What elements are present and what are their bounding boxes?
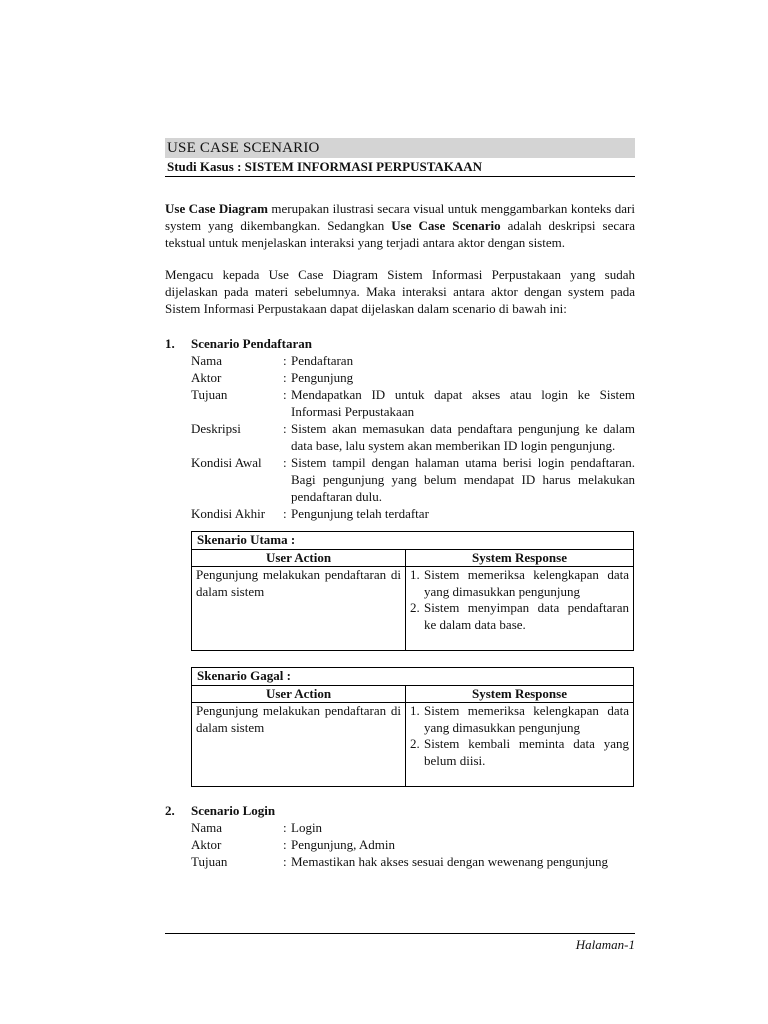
section-1-detail-row xyxy=(191,352,635,369)
section-1-detail-row xyxy=(191,386,635,420)
skenario-utama-table xyxy=(191,531,634,651)
field-value: Pengunjung telah terdaftar xyxy=(291,506,429,521)
section-2-number: 2. xyxy=(165,803,175,818)
document-title: USE CASE SCENARIO xyxy=(165,138,635,158)
intro-text-2: adalah deskripsi secara tekstual untuk menjelaskan interaksi yang terjadi antara aktor dengan sistem. xyxy=(165,218,635,250)
section-1-heading xyxy=(165,335,635,352)
field-separator: : xyxy=(283,421,287,436)
column-header-user-action: User Action xyxy=(192,685,406,703)
response-item xyxy=(410,600,629,633)
intro-paragraph-1 xyxy=(165,200,635,251)
section-1-number: 1. xyxy=(165,336,175,351)
response-number: 1. xyxy=(410,703,420,718)
field-separator: : xyxy=(283,387,287,402)
field-label: Tujuan xyxy=(191,387,228,402)
column-header-system-response: System Response xyxy=(406,549,634,567)
field-separator: : xyxy=(283,353,287,368)
field-label: Aktor xyxy=(191,370,222,385)
section-2-details xyxy=(165,819,635,870)
response-item xyxy=(410,567,629,600)
response-number: 1. xyxy=(410,567,420,582)
field-value: Pendaftaran xyxy=(291,353,354,368)
field-label: Tujuan xyxy=(191,854,228,869)
page-number: Halaman-1 xyxy=(575,937,635,952)
footer-divider xyxy=(165,933,635,934)
section-1-detail-row xyxy=(191,420,635,454)
field-separator: : xyxy=(283,837,287,852)
response-number: 2. xyxy=(410,600,420,615)
table-header: Skenario Gagal : xyxy=(192,668,634,686)
response-text: Sistem memeriksa kelengkapan data yang dimasukkan pengunjung xyxy=(424,703,629,735)
section-1-title: Scenario Pendaftaran xyxy=(191,336,312,351)
section-1-detail-row xyxy=(191,369,635,386)
table-header: Skenario Utama : xyxy=(192,532,634,550)
field-separator: : xyxy=(283,854,287,869)
field-separator: : xyxy=(283,820,287,835)
response-item xyxy=(410,736,629,769)
field-separator: : xyxy=(283,506,287,521)
field-value: Mendapatkan ID untuk dapat akses atau login ke Sistem Informasi Perpustakaan xyxy=(291,387,635,419)
field-value: Pengunjung, Admin xyxy=(291,837,396,852)
user-action-cell: Pengunjung melakukan pendaftaran di dalam sistem xyxy=(192,703,406,787)
system-response-cell xyxy=(406,703,634,787)
section-2-title: Scenario Login xyxy=(191,803,276,818)
response-text: Sistem menyimpan data pendaftaran ke dalam data base. xyxy=(424,600,629,632)
field-value: Sistem tampil dengan halaman utama berisi login pendaftaran. Bagi pengunjung yang belum mendapat ID harus melakukan pendaftaran dulu. xyxy=(291,455,635,504)
field-value: Memastikan hak akses sesuai dengan wewenang pengunjung xyxy=(291,854,608,869)
field-value: Sistem akan memasukan data pendaftara pengunjung ke dalam data base, lalu system akan memberikan ID login pengunjung. xyxy=(291,421,635,453)
section-1-details xyxy=(165,352,635,522)
response-text: Sistem memeriksa kelengkapan data yang dimasukkan pengunjung xyxy=(424,567,629,599)
field-value: Pengunjung xyxy=(291,370,354,385)
user-action-cell: Pengunjung melakukan pendaftaran di dalam sistem xyxy=(192,567,406,651)
section-1-detail-row xyxy=(191,505,635,522)
column-header-system-response: System Response xyxy=(406,685,634,703)
field-separator: : xyxy=(283,455,287,470)
response-number: 2. xyxy=(410,736,420,751)
field-label: Kondisi Akhir xyxy=(191,506,266,521)
response-item xyxy=(410,703,629,736)
section-2-detail-row xyxy=(191,853,635,870)
intro-bold-term-1: Use Case Diagram xyxy=(165,201,268,216)
field-label: Aktor xyxy=(191,837,222,852)
document-subtitle: Studi Kasus : SISTEM INFORMASI PERPUSTAKAAN xyxy=(165,158,635,177)
response-text: Sistem kembali meminta data yang belum diisi. xyxy=(424,736,629,768)
intro-paragraph-2: Mengacu kepada Use Case Diagram Sistem Informasi Perpustakaan yang sudah dijelaskan pada materi sebelumnya. Maka interaksi antara aktor dengan system pada Sistem Informasi Perpustakaan dapat dijelaskan dalam scenario di bawah ini: xyxy=(165,267,635,316)
section-1-detail-row xyxy=(191,454,635,505)
field-label: Nama xyxy=(191,820,223,835)
section-2-heading xyxy=(165,802,635,819)
skenario-gagal-table xyxy=(191,667,634,787)
column-header-user-action: User Action xyxy=(192,549,406,567)
intro-text-1: merupakan ilustrasi secara visual untuk menggambarkan konteks dari system yang dikembangkan. Sedangkan xyxy=(165,201,635,233)
field-label: Kondisi Awal xyxy=(191,455,262,470)
system-response-cell xyxy=(406,567,634,651)
section-2-detail-row xyxy=(191,836,635,853)
intro-bold-term-2: Use Case Scenario xyxy=(391,218,501,233)
field-label: Deskripsi xyxy=(191,421,241,436)
field-label: Nama xyxy=(191,353,223,368)
field-separator: : xyxy=(283,370,287,385)
document-page xyxy=(165,138,635,870)
section-2-detail-row xyxy=(191,819,635,836)
field-value: Login xyxy=(291,820,323,835)
